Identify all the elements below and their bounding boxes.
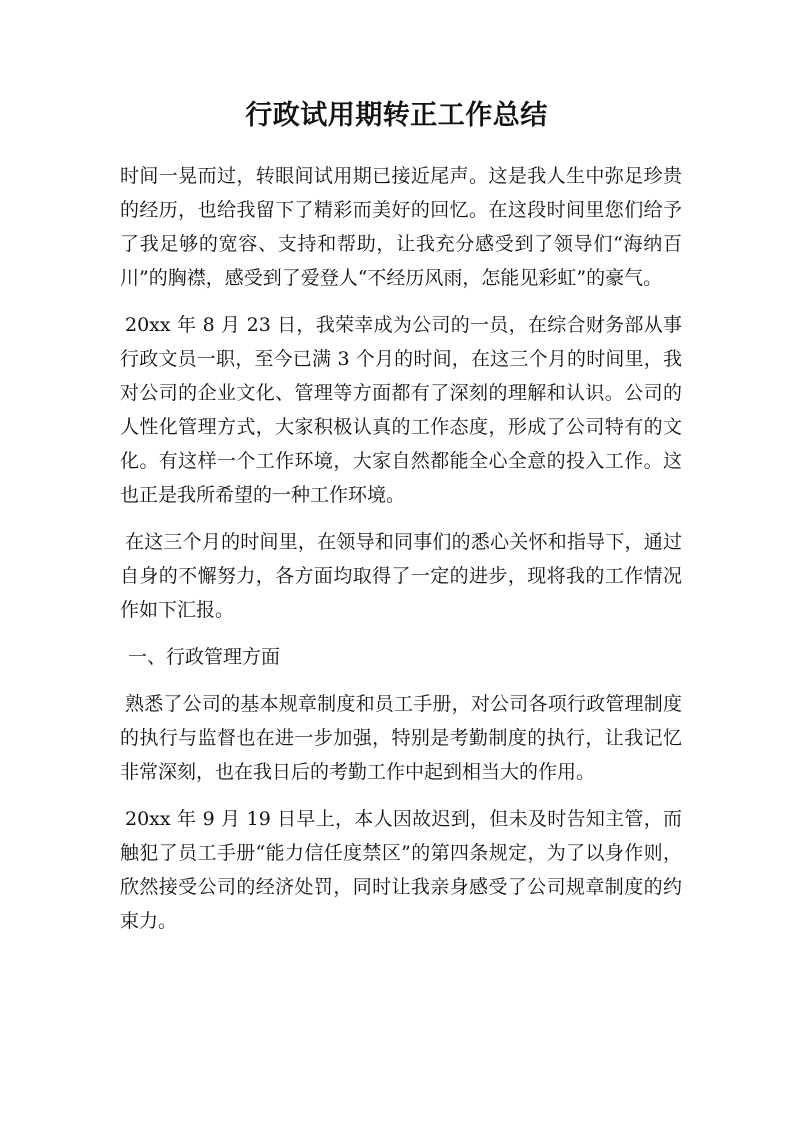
paragraph-joining: 20xx 年 8 月 23 日，我荣幸成为公司的一员，在综合财务部从事行政文员一职，至今已满 3 个月的时间，在这三个月的时间里，我对公司的企业文化、管理等方面都有了深刻的理解和认识。公司的人性化管理方式，大家积极认真的工作态度，形成了公司特有的文化。有这样一个工作环境，大家自然都能全心全意的投入工作。这也正是我所希望的一种工作环境。 xyxy=(120,314,682,506)
paragraph-incident: 20xx 年 9 月 19 日早上，本人因故迟到，但未及时告知主管，而触犯了员工手册“能力信任度禁区”的第四条规定，为了以身作则，欣然接受公司的经济处罚，同时让我亲身感受了公司规章制度的约束力。 xyxy=(120,808,682,932)
section-heading-admin: 一、行政管理方面 xyxy=(128,646,281,668)
paragraph-intro: 时间一晃而过，转眼间试用期已接近尾声。这是我人生中弥足珍贵的经历，也给我留下了精彩而美好的回忆。在这段时间里您们给予了我足够的宽容、支持和帮助，让我充分感受到了领导们“海纳百川”的胸襟，感受到了爱登人“不经历风雨，怎能见彩虹”的豪气。 xyxy=(120,165,682,289)
document-body xyxy=(120,159,682,951)
document-title: 行政试用期转正工作总结 xyxy=(245,100,548,131)
paragraph-rules: 熟悉了公司的基本规章制度和员工手册，对公司各项行政管理制度的执行与监督也在进一步加强，特别是考勤制度的执行，让我记忆非常深刻，也在我日后的考勤工作中起到相当大的作用。 xyxy=(120,693,682,783)
paragraph-progress: 在这三个月的时间里，在领导和同事们的悉心关怀和指导下，通过自身的不懈努力，各方面均取得了一定的进步，现将我的工作情况作如下汇报。 xyxy=(120,531,682,621)
